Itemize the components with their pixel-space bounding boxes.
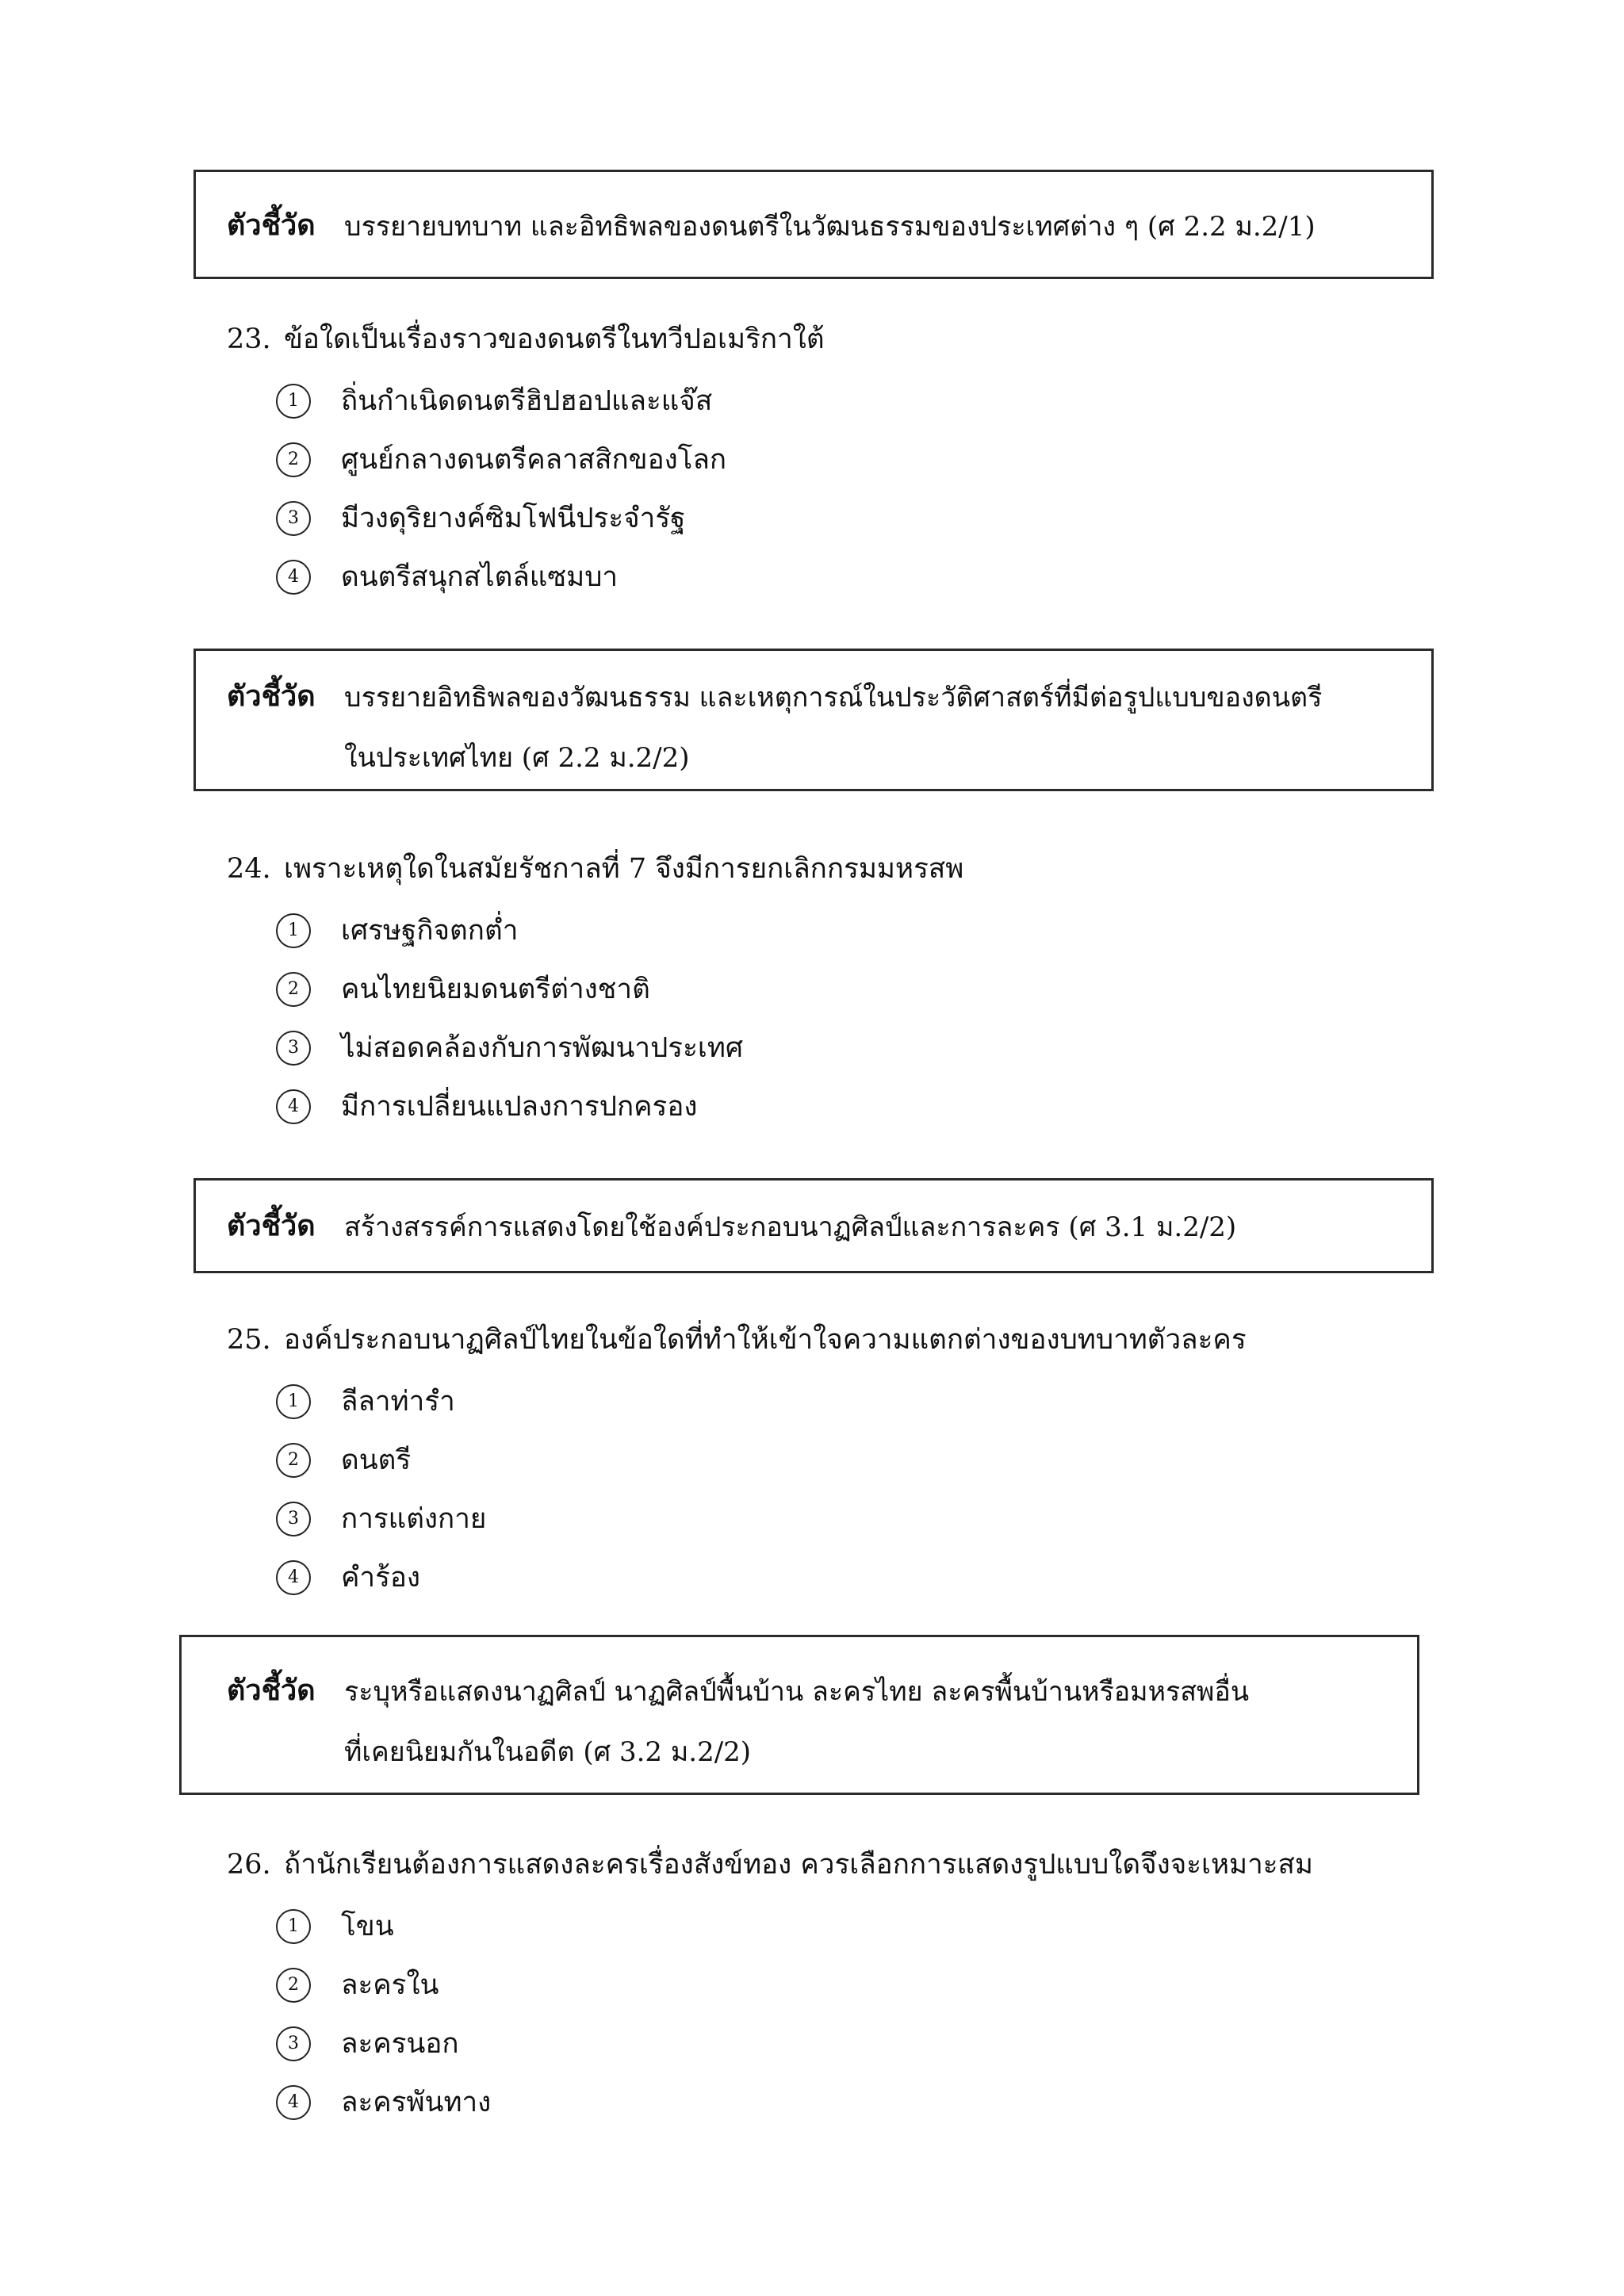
indicator-text: ระบุหรือแสดงนาฏศิลป์ นาฏศิลป์พื้นบ้าน ละครไทย ละครพื้นบ้านหรือมหรสพอื่น <box>344 1676 1250 1708</box>
indicator-text: บรรยายบทบาท และอิทธิพลของดนตรีในวัฒนธรรมของประเทศต่าง ๆ (ศ 2.2 ม.2/1) <box>344 211 1316 243</box>
indicator-text: ในประเทศไทย (ศ 2.2 ม.2/2) <box>344 742 690 774</box>
question <box>227 1322 1247 1357</box>
choice-number-circle: 2 <box>276 972 311 1007</box>
choice-number-circle: 2 <box>276 442 311 477</box>
choice-number-circle: 4 <box>276 1089 311 1124</box>
choice-number-circle: 1 <box>276 1384 311 1419</box>
indicator-label: ตัวชี้วัด <box>227 209 316 242</box>
indicator-box <box>179 1635 1419 1795</box>
indicator-text: บรรยายอิทธิพลของวัฒนธรรม และเหตุการณ์ในประวัติศาสตร์ที่มีต่อรูปแบบของดนตรี <box>344 682 1323 714</box>
choice-number-circle: 2 <box>276 1443 311 1478</box>
indicator-text: สร้างสรรค์การแสดงโดยใช้องค์ประกอบนาฏศิลป์และการละคร (ศ 3.1 ม.2/2) <box>344 1211 1237 1243</box>
choice-text: มีการเปลี่ยนแปลงการปกครอง <box>341 1091 698 1123</box>
choice-text: โขน <box>341 1911 394 1942</box>
indicator-label: ตัวชี้วัด <box>227 1209 316 1242</box>
choice-number-circle: 3 <box>276 2026 311 2061</box>
choice-number-circle: 4 <box>276 2085 311 2120</box>
choice-text: ละครใน <box>341 1969 439 2001</box>
choice-text: การแต่งกาย <box>341 1503 487 1535</box>
question-text: องค์ประกอบนาฏศิลป์ไทยในข้อใดที่ทำให้เข้าใจความแตกต่างของบทบาทตัวละคร <box>284 1324 1247 1356</box>
choice-text: มีวงดุริยางค์ซิมโฟนีประจำรัฐ <box>341 503 686 534</box>
choice-number-circle: 2 <box>276 1968 311 2003</box>
choice-number-circle: 1 <box>276 913 311 948</box>
question <box>227 1847 1313 1882</box>
question-text: เพราะเหตุใดในสมัยรัชกาลที่ 7 จึงมีการยกเลิกกรมมหรสพ <box>284 853 964 885</box>
choice-number-circle: 4 <box>276 560 311 595</box>
question-number: 26. <box>227 1849 271 1881</box>
choice-text: คนไทยนิยมดนตรีต่างชาติ <box>341 974 650 1005</box>
choice-text: คำร้อง <box>341 1562 420 1594</box>
choice-text: ดนตรี <box>341 1445 412 1476</box>
choice-text: ศูนย์กลางดนตรีคลาสสิกของโลก <box>341 444 727 476</box>
choice-number-circle: 3 <box>276 501 311 536</box>
choice-text: ละครนอก <box>341 2028 459 2060</box>
question-text: ถ้านักเรียนต้องการแสดงละครเรื่องสังข์ทอง ควรเลือกการแสดงรูปแบบใดจึงจะเหมาะสม <box>284 1849 1313 1881</box>
choice-text: ละครพันทาง <box>341 2087 492 2118</box>
choice-text: ลีลาท่ารำ <box>341 1386 455 1418</box>
choice-text: ไม่สอดคล้องกับการพัฒนาประเทศ <box>341 1032 744 1064</box>
indicator-text: ที่เคยนิยมกันในอดีต (ศ 3.2 ม.2/2) <box>344 1736 752 1768</box>
question-number: 23. <box>227 323 271 355</box>
choice-text: ถิ่นกำเนิดดนตรีฮิปฮอปและแจ๊ส <box>341 385 713 417</box>
question-number: 24. <box>227 853 271 885</box>
question <box>227 322 825 357</box>
choice-number-circle: 3 <box>276 1502 311 1536</box>
choice-number-circle: 1 <box>276 384 311 419</box>
question <box>227 851 963 886</box>
indicator-label: ตัวชี้วัด <box>227 679 316 713</box>
choice-number-circle: 4 <box>276 1560 311 1595</box>
choice-number-circle: 3 <box>276 1031 311 1066</box>
question-text: ข้อใดเป็นเรื่องราวของดนตรีในทวีปอเมริกาใต้ <box>284 323 825 355</box>
question-number: 25. <box>227 1324 271 1356</box>
indicator-label: ตัวชี้วัด <box>227 1674 316 1707</box>
choice-text: ดนตรีสนุกสไตล์แซมบา <box>341 561 619 593</box>
choice-number-circle: 1 <box>276 1909 311 1944</box>
choice-text: เศรษฐกิจตกต่ำ <box>341 915 519 947</box>
